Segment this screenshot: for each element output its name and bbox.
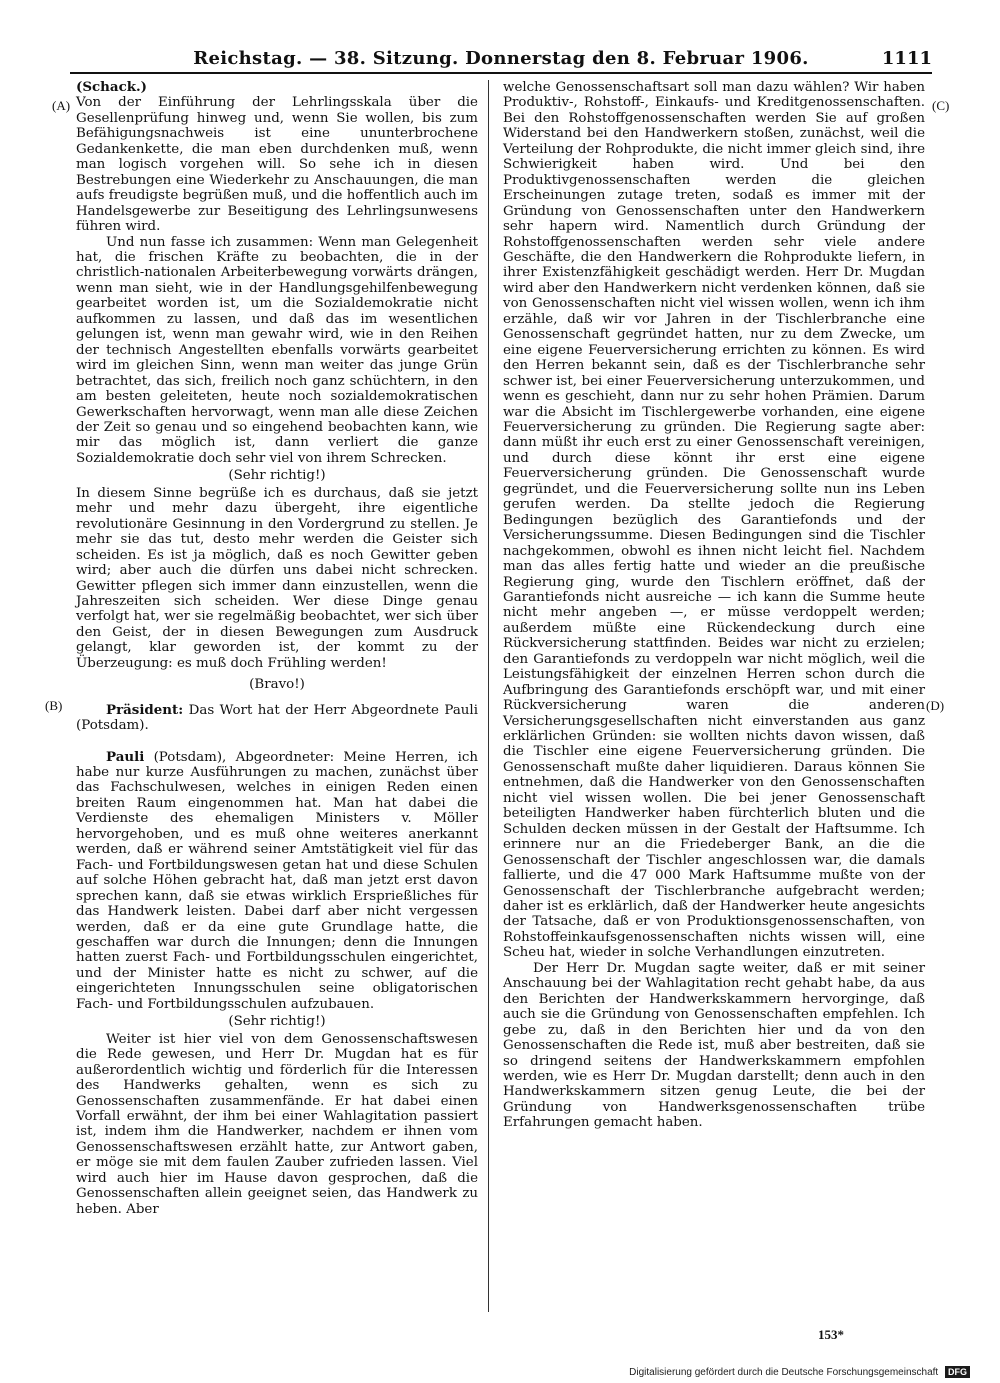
sheet-signature: 153* — [818, 1327, 844, 1342]
president-statement — [76, 703, 478, 734]
president-text: Das Wort hat der Herr Abgeordnete Pauli (Potsdam). — [76, 702, 478, 734]
header-title: Reichstag. — 38. Sitzung. Donnerstag den 8. Februar 1906. — [193, 48, 809, 69]
pauli-statement — [76, 750, 478, 1013]
footer-text: Digitalisierung gefördert durch die Deutsche Forschungsgemeinschaft — [629, 1367, 939, 1378]
pauli-text: (Potsdam), Abgeordneter: Meine Herren, ich habe nur kurze Ausführungen zu machen, zunächst über das Fachschulwesen, welches in einigen Reden einen breiten Raum eingenommen hat. Man hat dabei die Verdienste des ehemaligen Ministers v. Möller hervorgehoben, und es muß ohne weiteres anerkannt werden, daß er während seiner Amtstätigkeit viel für das Fach- und Fortbildungswesen getan hat und diese Schulen auf solche Höhen gebracht hat, daß man jetzt erst davon sprechen kann, daß sie etwas wirklich Ersprießliches für das Handwerk leisten. Dabei darf aber nicht vergessen werden, daß er da eine gute Grundlage hatte, die geschaffen war durch die Innungen; denn die Innungen hatten zuerst Fach- und Fortbildungsschulen eingerichtet, und der Minister hatte es nicht zu schwer, auf die eingerichteten Innungsschulen seine obligatorischen Fach- und Fortbildungsschulen aufzubauen. — [76, 749, 478, 1012]
paragraph: welche Genossenschaftsart soll man dazu wählen? Wir haben Produktiv-, Rohstoff-, Einkaufs- und Kreditgenossenschaften. Bei den Rohstoffgenossenschaften werden Sie auf großen Widerstand bei den Handwerkern stoßen, zunächst, weil die Verteilung der Rohprodukte, die nicht immer gleich sind, ihre Schwierigkeit haben wird. Und bei den Produktivgenossenschaften werden die gleichen Erscheinungen zutage treten, sodaß es immer mit der Gründung von Genossenschaften unter den Handwerkern sehr hapern wird. Namentlich durch Gründung der Rohstoffgenossenschaften werden sehr viele andere Geschäfte, die den Handwerkern die Rohprodukte liefern, in ihrer Existenzfähigkeit geschädigt werden. Herr Dr. Mugdan wird aber den Handwerkern nicht verdenken können, daß sie von Genossenschaften nicht viel wissen wollen, wenn ich ihm erzähle, daß wir vor Jahren in der Tischlerbranche eine Genossenschaft gegründet hatten, nur zu dem Zwecke, um eine eigene Feuerversicherung errichten zu können. Es wird den Herren bekannt sein, daß es der Tischlerbranche sehr schwer ist, bei einer Feuerversicherung unterzukommen, und wenn es geschieht, dann nur zu sehr hohen Prämien. Darum war die Absicht im Tischlergewerbe vorhanden, eine eigene Feuerversicherung zu gründen. Die Regierung sagte aber: dann müßt ihr euch erst zu einer Genossenschaft vereinigen, und durch diese könnt ihr erst eine eigene Feuerversicherung gründen. Die Genossenschaft wurde gegründet, und die Feuerversicherung sollte nun ins Leben gerufen werden. Da stellte jedoch die Regierung Bedingungen bezüglich des Garantiefonds und der Versicherungssumme. Diesen Bedingungen sind die Tischler nachgekommen, obwohl es ihnen nicht leicht fiel. Nachdem man das alles fertig hatte und wieder an die preußische Regierung ging, wurde den Tischlern eröffnet, daß der Garantiefonds nicht ausreiche — ich kann die Summe heute nicht mehr angeben —, er müsse verdoppelt werden; außerdem müßte eine Rückendeckung durch eine Rückversicherung stattfinden. Beides war nicht zu erzielen; den Garantiefonds zu verdoppeln war nicht möglich, weil die Leistungsfähigkeit der einzelnen Herren schon durch die Aufbringung des Garantiefonds erschöpft war, und mit einer Rückversicherung waren die anderen Versicherungsgesellschaften nicht einverstanden aus ganz erklärlichen Gründen: sie wollten nichts davon wissen, daß die Tischler eine eigene Feuerversicherung gründen. Die Genossenschaft mußte daher liquidieren. Daraus können Sie entnehmen, daß die Handwerker von den Genossenschaften nicht viel wissen wollen. Die bei jener Genossenschaft beteiligten Handwerker haben fürchterlich bluten und die Schulden decken müssen in der Gestalt der Haftsumme. Ich erinnere nur an die Friedeberger Bank, an die die Genossenschaft der Tischler angeschlossen war, die damals fallierte, und die 47 000 Mark Haftsumme mußte von der Genossenschaft der Tischlerbranche aufgebracht werden; daher ist es erklärlich, daß der Handwerker heute angesichts der Tatsache, daß er von Produktionsgenossenschaften, von Rohstoffeinkaufsgenossenschaften nichts wissen will, eine Scheu hat, wieder in solche Verhandlungen einzutreten. — [503, 80, 925, 961]
margin-marker-d: (D) — [926, 698, 945, 713]
page-footer — [629, 1366, 970, 1378]
interjection: (Sehr richtig!) — [228, 1014, 326, 1030]
column-divider — [488, 80, 489, 1312]
interjection: (Bravo!) — [249, 677, 305, 693]
margin-marker-a: (A) — [52, 98, 71, 113]
margin-marker-b: (B) — [45, 698, 63, 713]
president-label: Präsident: — [106, 701, 184, 718]
paragraph: Der Herr Dr. Mugdan sagte weiter, daß er mit seiner Anschauung bei der Wahlagitation recht gehabt habe, da aus den Berichten der Handwerkskammern hervorginge, daß auch sie die Gründung von Genossenschaften empfehlen. Ich gebe zu, daß in den Berichten hier und da von den Genossenschaften die Rede ist, muß aber bestreiten, daß sie so dringend seitens der Handwerkskammern empfohlen werden, wie es Herr Dr. Mugdan darstellt; denn auch in den Handwerkskammern sitzen genug Leute, die bei der Gründung von Handwerksgenossenschaften trübe Erfahrungen gemacht haben. — [503, 960, 925, 1131]
pauli-name: Pauli — [106, 748, 145, 765]
paragraph: Weiter ist hier viel von dem Genossenschaftswesen die Rede gewesen, und Herr Dr. Mugdan hat es für außerordentlich wichtig und förderlich für die Interessen des Handwerks gehalten, wenn es sich zu Genossenschaften zusammenfände. Er hat dabei einen Vorfall erwähnt, der ihm bei einer Wahlagitation passiert ist, indem ihm die Handwerker, nachdem er ihnen vom Genossenschaftswesen erzählt hatte, zur Antwort gaben, er möge sie mit dem faulen Zauber zufrieden lassen. Viel wird auch hier im Hause davon gesprochen, daß die Genossenschaften allein geeignet seien, das Handwerk zu heben. Aber — [76, 1031, 478, 1217]
right-column — [503, 80, 925, 1131]
margin-marker-c: (C) — [932, 98, 950, 113]
speaker-label: (Schack.) — [76, 79, 148, 95]
interjection: (Sehr richtig!) — [228, 468, 326, 484]
paragraph: In diesem Sinne begrüße ich es durchaus, daß sie jetzt mehr und mehr dazu übergeht, ihre eigentliche revolutionäre Gesinnung in den Vordergrund zu stellen. Je mehr sie das tut, desto mehr werden die Geister sich scheiden. Es ist ja möglich, daß es noch Gewitter geben wird; aber auch die dürfen uns dabei nicht schrecken. Gewitter pflegen sich immer dann einzustellen, wenn die Jahreszeiten sich scheiden. Wer diese Dinge genau verfolgt hat, wer sie regelmäßig beobachtet, wer sich über den Geist, der in diesen Bewegungen zum Ausdruck gelangt, klar geworden ist, der kommt zu der Überzeugung: es muß doch Frühling werden! — [76, 485, 478, 671]
page-header — [70, 46, 932, 74]
page-number: 1111 — [881, 48, 932, 69]
paragraph: Und nun fasse ich zusammen: Wenn man Gelegenheit hat, die frischen Kräfte zu beobachten, die in der christlich-nationalen Arbeiterbewegung vorwärts drängen, wenn man sieht, wie in der Handlungsgehilfenbewegung gearbeitet worden ist, um die Sozialdemokratie nicht aufkommen zu lassen, und daß das im wesentlichen gelungen ist, wenn man gewahr wird, wie in den Reihen der technisch Angestellten ebenfalls vorwärts gearbeitet wird im gleichen Sinn, wenn man weiter das junge Grün betrachtet, das sich, freilich noch ganz schüchtern, in den am besten geleiteten, heute noch sozialdemokratischen Gewerkschaften hervorwagt, wenn man alle diese Zeichen der Zeit so genau und so eingehend beobachten kann, wie mir das möglich ist, dann verliert die ganze Sozialdemokratie doch sehr viel von ihrem Schrecken. — [76, 234, 478, 466]
dfg-logo: DFG — [945, 1366, 970, 1378]
left-column — [76, 80, 478, 1217]
paragraph: Von der Einführung der Lehrlingsskala über die Gesellenprüfung hinweg und, wenn Sie wollen, bis zum Befähigungsnachweis ist eine ununterbrochene Gedankenkette, die man eben durchdenken muß, wenn man logisch vorgehen will. So sehe ich in diesen Bestrebungen eine Wiederkehr zu Anschauungen, die man aufs freudigste begrüßen muß, und die hoffentlich auch im Handelsgewerbe zur Beseitigung des Lehrlingsunwesens führen wird. — [76, 95, 478, 235]
